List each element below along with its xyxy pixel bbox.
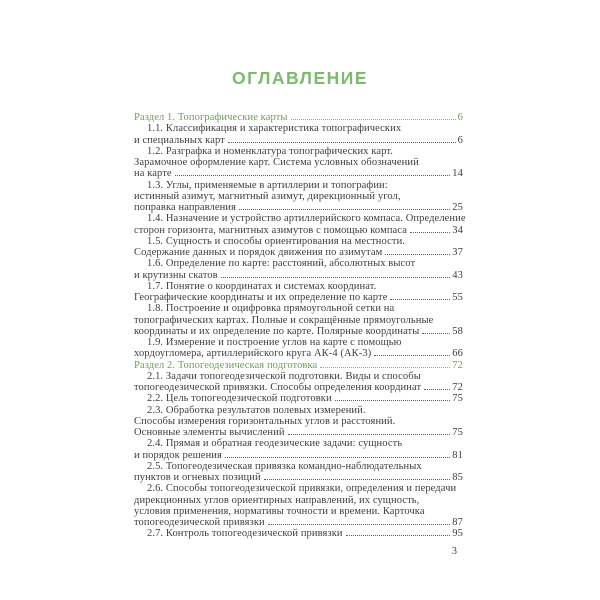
toc-entry-text: Содержание данных и порядок движения по азимутам xyxy=(134,247,383,258)
toc-section-row xyxy=(134,112,463,123)
toc-entry-text: Географические координаты и их определение по карте xyxy=(134,292,388,303)
toc-page-number: 72 xyxy=(452,359,463,371)
dot-leader xyxy=(335,400,451,401)
toc-line: Способы измерения горизонтальных углов и расстояний. xyxy=(134,415,396,427)
toc-line xyxy=(134,168,463,179)
toc-line: 1.1. Классификация и характеристика топографических xyxy=(147,123,402,135)
toc-page-number: 87 xyxy=(452,517,463,528)
toc-line xyxy=(134,202,463,213)
toc-entry-text: топогеодезической привязки xyxy=(134,517,265,528)
toc-entry-row xyxy=(134,438,463,461)
toc-entry-row xyxy=(134,258,463,281)
toc-line: 2.1. Задачи топогеодезической подготовки. Виды и способы xyxy=(147,370,421,382)
toc-line: 1.9. Измерение и построение углов на карте с помощью xyxy=(147,337,402,348)
toc-entry-row xyxy=(134,393,463,404)
toc-page-number: 6 xyxy=(457,134,463,146)
toc-line xyxy=(134,393,463,404)
toc-line: условия применения, нормативы точности и времени. Карточка xyxy=(134,505,425,517)
toc-line xyxy=(134,348,463,359)
toc-entry-text: и крутизны скатов xyxy=(134,269,218,281)
toc-entry-row xyxy=(134,281,463,304)
toc-line: 1.4. Назначение и устройство артиллерийского компаса. Определение xyxy=(147,213,466,225)
toc-entry-row xyxy=(134,123,463,146)
dot-leader xyxy=(374,355,450,356)
toc-line xyxy=(134,247,463,258)
toc-line: топографических картах. Полные и сокращённые прямоугольные xyxy=(134,314,434,326)
toc-entry-text: хордоугломера, артиллерийского круга АК-4 (АК-3) xyxy=(134,348,372,360)
toc-line: 1.6. Определение по карте: расстояний, абсолютных высот xyxy=(147,258,416,270)
toc-line: 1.7. Понятие о координатах и системах координат. xyxy=(147,280,377,292)
toc-entry-text: 2.7. Контроль топогеодезической привязки xyxy=(147,528,343,540)
toc-line xyxy=(134,427,463,438)
toc-line: 2.6. Способы топогеодезической привязки, определения и передачи xyxy=(147,483,457,495)
toc-line xyxy=(134,292,463,303)
toc-line xyxy=(134,270,463,281)
toc-entry-row xyxy=(134,461,463,484)
toc-line: дирекционных углов ориентирных направлений, их сущность, xyxy=(134,494,420,506)
dot-leader xyxy=(410,232,450,233)
toc-line xyxy=(134,472,463,483)
dot-leader xyxy=(268,524,451,525)
toc-line xyxy=(134,450,463,461)
toc-entry-row xyxy=(134,337,463,360)
toc-page-number: 14 xyxy=(452,168,463,180)
table-of-contents xyxy=(134,112,466,540)
toc-line xyxy=(134,360,463,371)
toc-line: 2.4. Прямая и обратная геодезические задачи: сущность xyxy=(147,438,403,450)
toc-line xyxy=(134,528,463,539)
toc-page-number: 58 xyxy=(452,325,463,337)
toc-page-number: 25 xyxy=(452,202,463,213)
toc-entry-row xyxy=(134,180,463,214)
toc-line: 1.8. Построение и оцифровка прямоугольной сетки на xyxy=(147,303,395,315)
toc-line: истинный азимут, магнитный азимут, дирекционный угол, xyxy=(134,190,401,202)
footer-page-number: 3 xyxy=(451,546,457,557)
dot-leader xyxy=(385,254,450,255)
toc-entry-text: Раздел 1. Топографические карты xyxy=(134,112,288,123)
toc-entry-row xyxy=(134,213,466,236)
toc-section-row xyxy=(134,360,463,371)
toc-line: 1.3. Углы, применяемые в артиллерии и топографии: xyxy=(147,179,388,191)
toc-line: Зарамочное оформление карт. Система условных обозначений xyxy=(134,157,419,168)
dot-leader xyxy=(424,389,450,390)
dot-leader xyxy=(239,209,450,210)
dot-leader xyxy=(320,367,450,368)
toc-line: 2.5. Топогеодезическая привязка командно-наблюдательных xyxy=(147,460,422,472)
toc-line xyxy=(134,326,463,337)
dot-leader xyxy=(291,119,456,120)
dot-leader xyxy=(228,142,456,143)
dot-leader xyxy=(264,479,451,480)
dot-leader xyxy=(288,434,451,435)
toc-entry-row xyxy=(134,303,463,337)
dot-leader xyxy=(175,175,451,176)
toc-entry-text: сторон горизонта, магнитных азимутов с помощью компаса xyxy=(134,224,407,236)
toc-page-number: 66 xyxy=(452,348,463,360)
toc-entry-row xyxy=(134,371,463,394)
toc-entry-text: и порядок решения xyxy=(134,449,222,461)
toc-line xyxy=(134,225,463,236)
toc-line: 1.2. Разграфка и номенклатура топографических карт. xyxy=(147,145,393,157)
toc-page-number: 75 xyxy=(452,393,463,405)
toc-entry-row xyxy=(134,483,463,528)
toc-line: 2.3. Обработка результатов полевых измерений. xyxy=(147,404,366,416)
toc-entry-row xyxy=(134,405,463,439)
dot-leader xyxy=(390,299,450,300)
dot-leader xyxy=(221,277,451,278)
toc-page-number: 72 xyxy=(452,382,463,393)
toc-line xyxy=(134,517,463,528)
toc-page-number: 75 xyxy=(452,427,463,438)
dot-leader xyxy=(422,333,450,334)
toc-page-number: 85 xyxy=(452,472,463,483)
toc-entry-row xyxy=(134,528,463,539)
toc-entry-row xyxy=(134,236,463,259)
toc-page-number: 95 xyxy=(452,528,463,540)
toc-page-number: 81 xyxy=(452,449,463,461)
toc-line xyxy=(134,112,463,123)
dot-leader xyxy=(346,535,451,536)
toc-line xyxy=(134,382,463,393)
toc-page-number: 43 xyxy=(452,269,463,281)
toc-entry-text: топогеодезической привязки. Способы определения координат xyxy=(134,382,422,393)
toc-entry-text: на карте xyxy=(134,168,172,180)
toc-line xyxy=(134,135,463,146)
toc-page-number: 6 xyxy=(457,112,463,123)
dot-leader xyxy=(225,457,450,458)
toc-entry-text: Основные элементы вычислений xyxy=(134,427,285,438)
toc-entry-text: координаты и их определение по карте. Полярные координаты xyxy=(134,325,420,337)
toc-entry-text: и специальных карт xyxy=(134,134,225,146)
toc-entry-text: поправка направления xyxy=(134,202,237,213)
toc-entry-text: 2.2. Цель топогеодезической подготовки xyxy=(147,393,332,405)
toc-entry-row xyxy=(134,146,463,180)
toc-page-number: 37 xyxy=(452,247,463,258)
page-title: ОГЛАВЛЕНИЕ xyxy=(231,68,369,88)
toc-page-number: 55 xyxy=(452,292,463,303)
toc-page-number: 34 xyxy=(452,224,463,236)
toc-entry-text: пунктов и огневых позиций xyxy=(134,472,261,483)
toc-line: 1.5. Сущность и способы ориентирования на местности. xyxy=(147,235,406,247)
toc-entry-text: Раздел 2. Топогеодезическая подготовка xyxy=(134,359,318,371)
